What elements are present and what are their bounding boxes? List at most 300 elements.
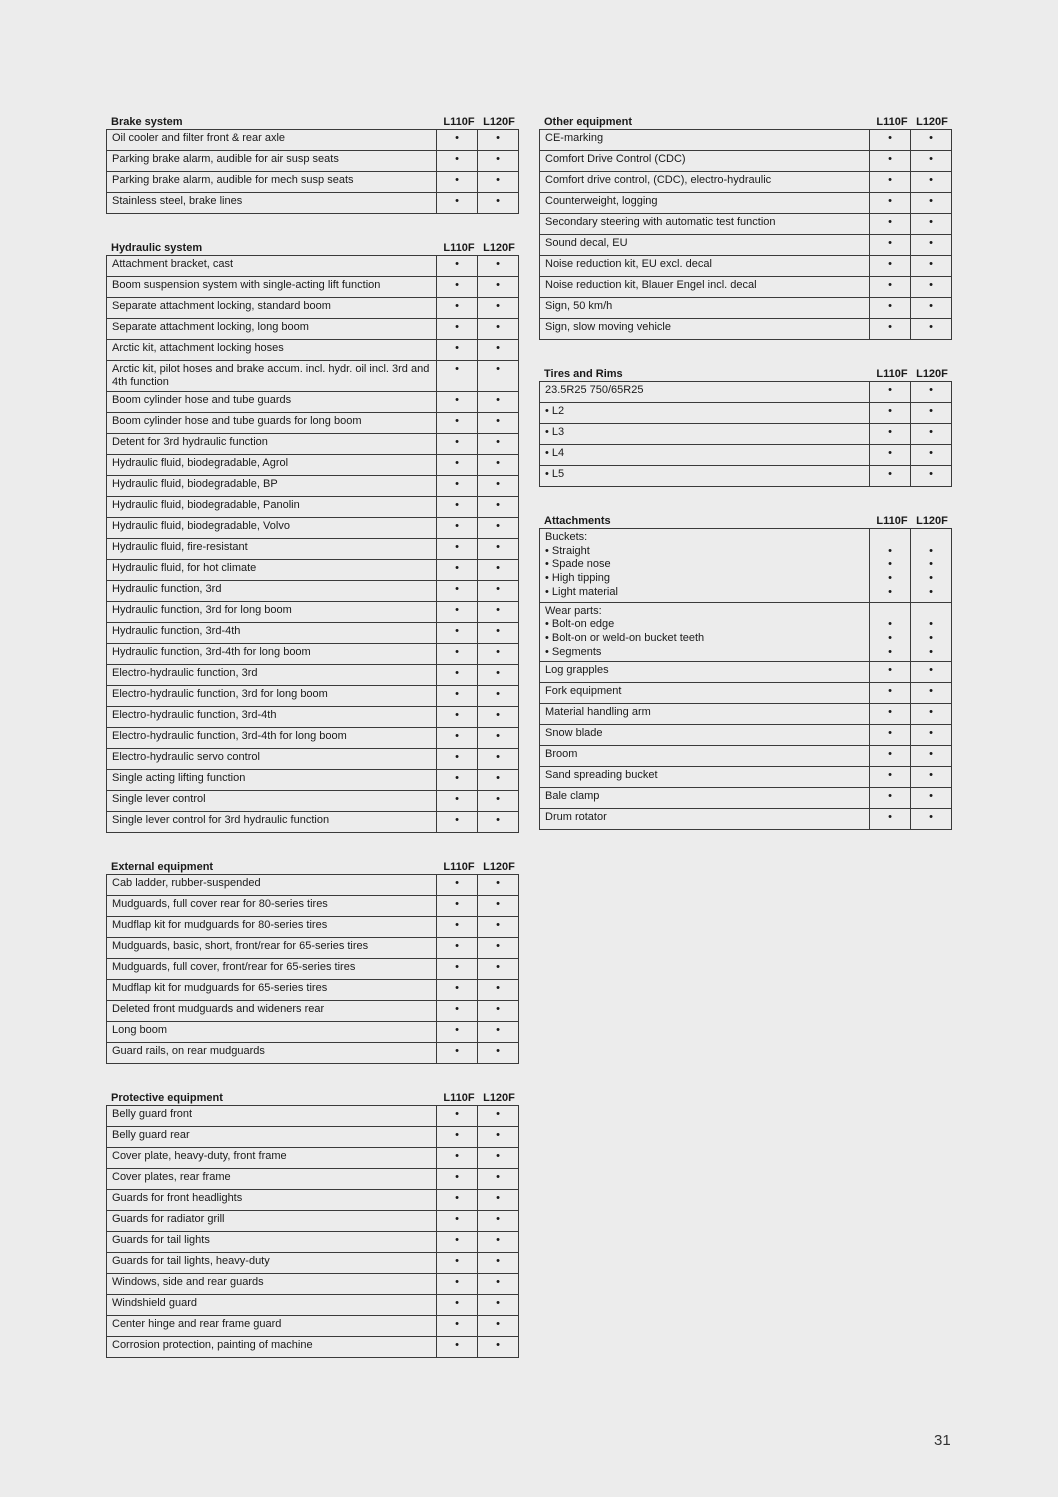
availability-l120f: •: [911, 319, 952, 340]
column-header-l110f: L110F: [876, 116, 908, 128]
availability-l110f: •: [437, 455, 478, 476]
option-label: Material handling arm: [540, 704, 870, 725]
availability-l120f: •: [478, 539, 519, 560]
table-row: [107, 277, 519, 298]
option-label: Hydraulic fluid, biodegradable, Agrol: [107, 455, 437, 476]
option-label: Electro-hydraulic function, 3rd: [107, 665, 437, 686]
option-label: CE-marking: [540, 130, 870, 151]
table-row: [540, 193, 952, 214]
option-label: [540, 602, 870, 662]
availability-l110f: •: [870, 256, 911, 277]
availability-l110f: •: [870, 319, 911, 340]
option-label: Hydraulic fluid, biodegradable, BP: [107, 476, 437, 497]
table-row: [107, 434, 519, 455]
option-label: Guards for tail lights: [107, 1232, 437, 1253]
option-label: Windows, side and rear guards: [107, 1274, 437, 1295]
section-title: Hydraulic system: [111, 242, 203, 254]
availability-mark: •: [888, 645, 892, 658]
availability-l110f: •: [437, 497, 478, 518]
availability-l110f: •: [437, 1316, 478, 1337]
availability-l110f: •: [437, 791, 478, 812]
availability-mark: •: [929, 544, 933, 557]
availability-l110f: •: [437, 151, 478, 172]
table-row: [107, 1295, 519, 1316]
table-row: [107, 560, 519, 581]
availability-l110f: •: [870, 788, 911, 809]
table-row: [107, 896, 519, 917]
option-label: Cover plates, rear frame: [107, 1169, 437, 1190]
table-row: [540, 256, 952, 277]
section-title: Tires and Rims: [544, 368, 623, 380]
availability-l110f: •: [437, 581, 478, 602]
option-label: Cover plate, heavy-duty, front frame: [107, 1148, 437, 1169]
option-line: • High tipping: [545, 572, 611, 585]
table-row: [107, 476, 519, 497]
availability-l110f: •: [437, 319, 478, 340]
option-label: Separate attachment locking, standard boom: [107, 298, 437, 319]
table-row: [107, 812, 519, 833]
section-header: [539, 509, 952, 528]
availability-l120f: •: [478, 172, 519, 193]
availability-l110f: •: [437, 130, 478, 151]
equipment-table: [539, 381, 952, 487]
option-label: Hydraulic fluid, biodegradable, Panolin: [107, 497, 437, 518]
table-row: [540, 529, 952, 603]
availability-l110f: •: [437, 434, 478, 455]
availability-l120f: •: [478, 1232, 519, 1253]
availability-mark: •: [888, 544, 892, 557]
availability-l120f: •: [478, 392, 519, 413]
option-label: Snow blade: [540, 725, 870, 746]
table-row: [107, 1001, 519, 1022]
availability-l110f: •: [437, 298, 478, 319]
option-label: Guards for front headlights: [107, 1190, 437, 1211]
option-label: Hydraulic fluid, fire-resistant: [107, 539, 437, 560]
availability-l120f: •: [478, 602, 519, 623]
availability-l120f: •: [478, 644, 519, 665]
section-header: [106, 855, 519, 874]
availability-l120f: •: [478, 476, 519, 497]
availability-l120f: •: [478, 938, 519, 959]
option-label: Sand spreading bucket: [540, 767, 870, 788]
availability-l110f: •: [437, 665, 478, 686]
table-row: [107, 319, 519, 340]
table-row: [107, 1274, 519, 1295]
availability-l110f: •: [437, 644, 478, 665]
table-row: [107, 413, 519, 434]
option-label: Hydraulic function, 3rd for long boom: [107, 602, 437, 623]
table-row: [540, 298, 952, 319]
table-row: [107, 1106, 519, 1127]
availability-l110f: •: [437, 770, 478, 791]
availability-l110f: •: [437, 602, 478, 623]
table-row: [107, 644, 519, 665]
table-row: [107, 1211, 519, 1232]
availability-l120f: •: [911, 725, 952, 746]
availability-l110f: •: [437, 1337, 478, 1358]
column-header-l110f: L110F: [443, 242, 475, 254]
availability-mark: •: [929, 631, 933, 644]
table-row: [107, 1127, 519, 1148]
option-line: Wear parts:: [545, 604, 602, 617]
availability-l110f: •: [437, 392, 478, 413]
table-row: [540, 172, 952, 193]
option-line: • Segments: [545, 645, 602, 658]
availability-l120f: •: [478, 1043, 519, 1064]
option-line: • Spade nose: [545, 558, 611, 571]
option-label: Arctic kit, pilot hoses and brake accum. incl. hydr. oil incl. 3rd and 4th function: [107, 361, 437, 392]
availability-l110f: •: [870, 193, 911, 214]
table-row: [107, 1169, 519, 1190]
availability-l120f: •: [478, 1337, 519, 1358]
availability-l120f: •: [911, 662, 952, 683]
section-title: Other equipment: [544, 116, 633, 128]
table-row: [540, 704, 952, 725]
availability-l110f: •: [870, 809, 911, 830]
table-row: [107, 455, 519, 476]
availability-l120f: •: [478, 434, 519, 455]
availability-l110f: •: [870, 298, 911, 319]
option-label: Comfort Drive Control (CDC): [540, 151, 870, 172]
option-label: Sound decal, EU: [540, 235, 870, 256]
table-row: [540, 403, 952, 424]
availability-l120f: •: [478, 791, 519, 812]
option-label: Drum rotator: [540, 809, 870, 830]
availability-mark: •: [929, 585, 933, 598]
table-row: [540, 319, 952, 340]
availability-l120f: •: [478, 518, 519, 539]
table-row: [107, 256, 519, 277]
availability-l120f: •: [478, 1274, 519, 1295]
table-row: [107, 938, 519, 959]
availability-l110f: •: [870, 172, 911, 193]
option-label: [540, 529, 870, 603]
availability-l120f: •: [911, 193, 952, 214]
availability-l110f: •: [870, 235, 911, 256]
availability-l120f: •: [911, 424, 952, 445]
table-row: [540, 445, 952, 466]
table-row: [107, 193, 519, 214]
option-label: Boom suspension system with single-acting lift function: [107, 277, 437, 298]
section-title: Protective equipment: [111, 1092, 223, 1104]
option-label: • L4: [540, 445, 870, 466]
availability-l120f: •: [911, 130, 952, 151]
table-row: [107, 1316, 519, 1337]
availability-l110f: •: [437, 560, 478, 581]
table-row: [107, 749, 519, 770]
availability-l120f: •: [478, 665, 519, 686]
availability-l110f: •: [437, 875, 478, 896]
availability-l120f: •: [478, 361, 519, 392]
section-hydraulic-system: [106, 236, 519, 833]
availability-mark: •: [929, 618, 933, 631]
availability-mark: •: [929, 645, 933, 658]
option-label: Mudflap kit for mudguards for 65-series tires: [107, 980, 437, 1001]
availability-l110f: •: [437, 1211, 478, 1232]
availability-l110f: •: [437, 1232, 478, 1253]
availability-l120f: •: [478, 298, 519, 319]
availability-l120f: •: [478, 277, 519, 298]
availability-l110f: •: [437, 1106, 478, 1127]
option-label: Stainless steel, brake lines: [107, 193, 437, 214]
table-row: [107, 728, 519, 749]
option-line: • Bolt-on or weld-on bucket teeth: [545, 631, 705, 644]
availability-l120f: •: [911, 172, 952, 193]
column-header-l110f: L110F: [876, 515, 908, 527]
availability-l120f: •: [911, 704, 952, 725]
availability-l110f: •: [437, 476, 478, 497]
availability-l110f: •: [870, 746, 911, 767]
equipment-table: [106, 129, 519, 214]
option-label: Boom cylinder hose and tube guards for long boom: [107, 413, 437, 434]
option-label: Single lever control: [107, 791, 437, 812]
availability-l120f: •: [478, 959, 519, 980]
option-label: Guards for tail lights, heavy-duty: [107, 1253, 437, 1274]
availability-l110f: •: [870, 151, 911, 172]
option-label: Comfort drive control, (CDC), electro-hydraulic: [540, 172, 870, 193]
option-label: • L3: [540, 424, 870, 445]
availability-l110f: •: [870, 466, 911, 487]
availability-l110f: •: [437, 539, 478, 560]
option-label: Cab ladder, rubber-suspended: [107, 875, 437, 896]
option-label: Boom cylinder hose and tube guards: [107, 392, 437, 413]
option-label: 23.5R25 750/65R25: [540, 382, 870, 403]
option-line: • Bolt-on edge: [545, 618, 615, 631]
equipment-table: [106, 255, 519, 833]
option-label: Fork equipment: [540, 683, 870, 704]
table-row: [107, 791, 519, 812]
right-column: [539, 110, 952, 852]
availability-l110f: •: [870, 277, 911, 298]
table-row: [107, 770, 519, 791]
table-row: [107, 1337, 519, 1358]
availability-l110f: •: [870, 683, 911, 704]
availability-l120f: •: [478, 1127, 519, 1148]
option-label: Oil cooler and filter front & rear axle: [107, 130, 437, 151]
option-label: Electro-hydraulic function, 3rd-4th for long boom: [107, 728, 437, 749]
availability-l110f: •: [870, 214, 911, 235]
equipment-table: [539, 129, 952, 340]
availability-l110f: •: [437, 749, 478, 770]
availability-l120f: •: [911, 214, 952, 235]
availability-mark: •: [929, 572, 933, 585]
availability-l110f: [870, 529, 911, 603]
availability-l120f: •: [478, 413, 519, 434]
option-line: • Straight: [545, 544, 590, 557]
page-number: 31: [934, 1432, 951, 1449]
availability-mark: [911, 605, 951, 619]
availability-l120f: •: [478, 1295, 519, 1316]
section-header: [539, 110, 952, 129]
option-label: Noise reduction kit, Blauer Engel incl. decal: [540, 277, 870, 298]
table-row: [107, 959, 519, 980]
availability-l110f: •: [437, 277, 478, 298]
availability-l110f: •: [870, 382, 911, 403]
availability-l120f: •: [478, 455, 519, 476]
availability-l110f: •: [870, 767, 911, 788]
section-header: [106, 110, 519, 129]
table-row: [540, 214, 952, 235]
availability-mark: •: [888, 572, 892, 585]
availability-mark: [870, 605, 910, 619]
availability-l120f: •: [911, 809, 952, 830]
option-label: Hydraulic fluid, for hot climate: [107, 560, 437, 581]
column-header-l120f: L120F: [916, 515, 948, 527]
availability-l120f: •: [911, 277, 952, 298]
table-row: [540, 130, 952, 151]
column-header-l120f: L120F: [916, 116, 948, 128]
availability-l110f: •: [870, 130, 911, 151]
table-row: [540, 662, 952, 683]
option-label: Guards for radiator grill: [107, 1211, 437, 1232]
availability-l120f: •: [478, 812, 519, 833]
availability-l120f: •: [478, 980, 519, 1001]
availability-l120f: •: [478, 193, 519, 214]
availability-l120f: •: [911, 445, 952, 466]
availability-l110f: •: [870, 445, 911, 466]
option-label: Separate attachment locking, long boom: [107, 319, 437, 340]
option-label: Broom: [540, 746, 870, 767]
availability-l110f: •: [437, 917, 478, 938]
availability-l110f: •: [437, 361, 478, 392]
availability-l110f: [870, 602, 911, 662]
section-title: External equipment: [111, 861, 214, 873]
option-label: Parking brake alarm, audible for mech susp seats: [107, 172, 437, 193]
availability-l120f: •: [911, 683, 952, 704]
availability-l120f: •: [478, 151, 519, 172]
table-row: [107, 623, 519, 644]
section-tires-and-rims: [539, 362, 952, 487]
table-row: [540, 788, 952, 809]
option-label: Detent for 3rd hydraulic function: [107, 434, 437, 455]
option-label: Mudguards, full cover, front/rear for 65-series tires: [107, 959, 437, 980]
availability-l120f: •: [911, 235, 952, 256]
option-label: Windshield guard: [107, 1295, 437, 1316]
availability-l120f: •: [478, 623, 519, 644]
section-protective-equipment: [106, 1086, 519, 1358]
table-row: [540, 424, 952, 445]
option-label: Counterweight, logging: [540, 193, 870, 214]
table-row: [107, 172, 519, 193]
availability-l110f: •: [437, 256, 478, 277]
option-label: Bale clamp: [540, 788, 870, 809]
section-title: Attachments: [544, 515, 611, 527]
availability-l110f: •: [437, 959, 478, 980]
option-label: Hydraulic function, 3rd-4th for long boom: [107, 644, 437, 665]
table-row: [107, 518, 519, 539]
availability-l110f: •: [437, 707, 478, 728]
column-header-l120f: L120F: [483, 116, 515, 128]
availability-l110f: •: [437, 1148, 478, 1169]
availability-l120f: •: [478, 1106, 519, 1127]
option-label: Deleted front mudguards and wideners rear: [107, 1001, 437, 1022]
option-label: Belly guard rear: [107, 1127, 437, 1148]
table-row: [107, 980, 519, 1001]
option-label: Electro-hydraulic servo control: [107, 749, 437, 770]
table-row: [540, 602, 952, 662]
availability-l110f: •: [437, 1169, 478, 1190]
availability-l110f: •: [437, 728, 478, 749]
availability-mark: [911, 531, 951, 545]
availability-l120f: •: [478, 1253, 519, 1274]
left-column: [106, 110, 519, 1380]
availability-l120f: [911, 602, 952, 662]
table-row: [107, 298, 519, 319]
section-header: [106, 1086, 519, 1105]
option-label: Sign, 50 km/h: [540, 298, 870, 319]
availability-l110f: •: [437, 518, 478, 539]
availability-l110f: •: [437, 1127, 478, 1148]
availability-l120f: •: [478, 896, 519, 917]
equipment-table: [539, 528, 952, 830]
table-row: [540, 683, 952, 704]
table-row: [540, 746, 952, 767]
section-header: [106, 236, 519, 255]
table-row: [107, 665, 519, 686]
option-label: Single lever control for 3rd hydraulic function: [107, 812, 437, 833]
table-row: [107, 602, 519, 623]
availability-l110f: •: [437, 623, 478, 644]
table-row: [107, 917, 519, 938]
availability-l120f: •: [911, 151, 952, 172]
availability-l120f: •: [911, 767, 952, 788]
equipment-table: [106, 874, 519, 1064]
availability-l120f: •: [478, 1001, 519, 1022]
option-label: Attachment bracket, cast: [107, 256, 437, 277]
table-row: [540, 767, 952, 788]
availability-l120f: •: [478, 707, 519, 728]
column-header-l120f: L120F: [483, 1092, 515, 1104]
availability-l120f: •: [478, 256, 519, 277]
availability-l110f: •: [870, 725, 911, 746]
table-row: [107, 151, 519, 172]
table-row: [107, 539, 519, 560]
availability-l120f: •: [478, 770, 519, 791]
section-title: Brake system: [111, 116, 183, 128]
availability-l110f: •: [437, 938, 478, 959]
table-row: [540, 277, 952, 298]
table-row: [107, 1022, 519, 1043]
availability-l120f: •: [478, 560, 519, 581]
option-label: Electro-hydraulic function, 3rd-4th: [107, 707, 437, 728]
availability-mark: •: [888, 585, 892, 598]
option-label: Corrosion protection, painting of machine: [107, 1337, 437, 1358]
availability-l120f: •: [911, 466, 952, 487]
availability-l110f: •: [870, 424, 911, 445]
section-attachments: [539, 509, 952, 830]
option-label: Center hinge and rear frame guard: [107, 1316, 437, 1337]
option-label: Single acting lifting function: [107, 770, 437, 791]
availability-l110f: •: [437, 1043, 478, 1064]
option-label: Hydraulic function, 3rd-4th: [107, 623, 437, 644]
section-brake-system: [106, 110, 519, 214]
table-row: [107, 392, 519, 413]
table-row: [540, 725, 952, 746]
option-label: Electro-hydraulic function, 3rd for long boom: [107, 686, 437, 707]
availability-l120f: •: [911, 298, 952, 319]
availability-l120f: •: [911, 256, 952, 277]
availability-l120f: •: [911, 746, 952, 767]
availability-l110f: •: [437, 1274, 478, 1295]
availability-l120f: •: [478, 581, 519, 602]
table-row: [107, 1232, 519, 1253]
option-label: Mudguards, full cover rear for 80-series tires: [107, 896, 437, 917]
option-label: Belly guard front: [107, 1106, 437, 1127]
table-row: [107, 686, 519, 707]
table-row: [540, 382, 952, 403]
availability-l120f: •: [478, 1211, 519, 1232]
availability-l120f: •: [478, 749, 519, 770]
